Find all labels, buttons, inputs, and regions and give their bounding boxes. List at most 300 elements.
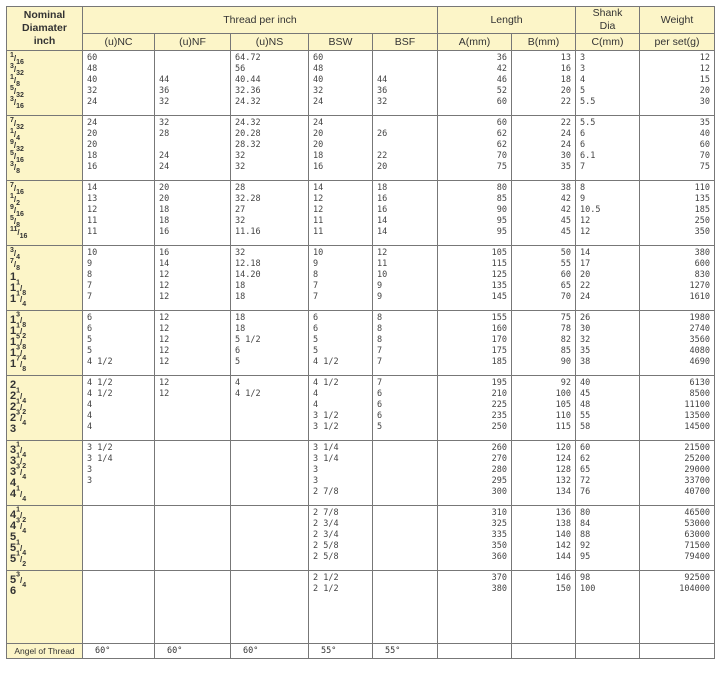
cell-uns: 27 [235,205,246,215]
cell-unf: 36 [159,86,170,96]
nominal-whole: 2 [10,379,17,391]
fraction-slash: / [20,414,23,423]
cell-weight: 25200 [684,454,710,464]
angle-uns: 60° [231,644,309,659]
cell-weight: 30 [699,97,710,107]
cell-shank-c-column [576,116,640,181]
nominal-diameter-value [10,571,79,590]
cell-unc: 12 [87,205,98,215]
cell-shank-c: 4 [580,75,586,85]
cell-uns: 32 [235,216,246,226]
nominal-diameter-value [10,248,79,259]
cell-unc: 11 [87,216,98,226]
cell-bsf [377,573,433,584]
cell-length-b: 78 [560,324,571,334]
cell-shank-c: 32 [580,335,591,345]
cell-bsf [377,508,433,519]
nominal-numerator: 5 [10,85,14,92]
header-length-b: B(mm) [512,34,576,51]
cell-length-a: 60 [496,118,507,128]
cell-length-b: 22 [560,97,571,107]
nominal-numerator: 3 [16,517,21,525]
cell-uns: 6 [235,346,241,356]
cell-length-a: 380 [491,584,507,594]
nominal-whole: 5 [10,531,17,543]
nominal-diameter-cell [7,441,83,506]
cell-shank-c: 20 [580,270,591,280]
cell-length-b: 128 [555,465,571,475]
cell-length-a: 135 [491,281,507,291]
header-bsw: BSW [309,34,373,51]
fraction-slash: / [20,392,23,401]
nominal-diameter-value [10,422,79,433]
cell-length-a-column [438,246,512,311]
nominal-diameter-value [10,517,79,536]
cell-bsw: 10 [313,248,324,258]
cell-unf: 18 [159,216,170,226]
cell-unc: 24 [87,118,98,128]
nominal-numerator: 1 [16,441,21,449]
cell-weight: 21500 [684,443,710,453]
cell-bsf [377,476,433,487]
cell-length-b: 85 [560,346,571,356]
cell-length-b-column [512,116,576,181]
cell-bsw: 3 1/4 [313,454,339,464]
nominal-diameter-value [10,485,79,504]
nominal-diameter-value [10,409,79,428]
cell-weight-column [640,506,715,571]
nominal-denominator: 16 [16,156,24,164]
nominal-denominator: 8 [16,264,21,272]
cell-weight: 1980 [689,313,710,323]
nominal-whole: 3 [10,444,17,456]
cell-bsf [377,584,433,595]
cell-length-a: 95 [496,227,507,237]
nominal-diameter-cell [7,246,83,311]
cell-unc: 14 [87,183,98,193]
cell-bsw: 24 [313,97,324,107]
nominal-whole: 2 [10,401,17,413]
cell-unf [159,443,226,454]
cell-weight: 35 [699,118,710,128]
cell-unc: 3 [87,465,93,475]
cell-bsw: 4 [313,400,319,410]
cell-shank-c: 72 [580,476,591,486]
cell-shank-c: 9 [580,194,586,204]
cell-bsw: 20 [313,140,324,150]
cell-weight: 830 [694,270,710,280]
nominal-numerator: 1 [16,506,21,514]
fraction-slash: / [20,511,23,520]
cell-uns: 5 1/2 [235,335,261,345]
cell-shank-c: 88 [580,530,591,540]
nominal-numerator: 3 [10,247,14,254]
cell-length-a: 250 [491,422,507,432]
nominal-denominator: 8 [16,221,21,229]
cell-length-a: 70 [496,151,507,161]
nominal-whole: 4 [10,509,17,521]
cell-bsf [377,140,433,151]
nominal-numerator: 1 [16,279,21,287]
cell-bsw: 20 [313,129,324,139]
fraction-slash: / [13,249,17,258]
cell-bsw: 3 [313,476,319,486]
nominal-denominator: 16 [16,188,24,196]
nominal-diameter-cell [7,311,83,376]
cell-length-a: 90 [496,205,507,215]
nominal-numerator: 9 [10,204,14,211]
header-length: Length [438,7,576,34]
header-weight-unit: per set(g) [640,34,715,51]
cell-shank-c: 12 [580,216,591,226]
cell-unf-column [155,506,231,571]
cell-length-a: 360 [491,552,507,562]
cell-uns [235,573,304,584]
cell-weight-column [640,441,715,506]
cell-unc: 7 [87,281,93,291]
header-uns: (u)NS [231,34,309,51]
cell-bsf: 5 [377,422,383,432]
thread-angle-label: Angel of Thread [7,644,83,659]
cell-length-b: 90 [560,357,571,367]
nominal-numerator: 3 [16,409,21,417]
fraction-slash: / [13,54,17,63]
cell-uns-column [231,311,309,376]
fraction-slash: / [20,522,23,531]
cell-unc: 4 [87,422,93,432]
nominal-whole: 3 [10,466,17,478]
cell-length-b-column [512,441,576,506]
cell-unc: 7 [87,292,93,302]
cell-unc: 20 [87,140,98,150]
nominal-numerator: 7 [10,117,14,124]
cell-shank-c-column [576,311,640,376]
cell-unc: 8 [87,270,93,280]
cell-length-a: 105 [491,248,507,258]
cell-length-b: 115 [555,422,571,432]
cell-length-a: 280 [491,465,507,475]
nominal-diameter-value [10,118,79,129]
cell-length-a: 225 [491,400,507,410]
cell-bsf: 6 [377,389,383,399]
cell-bsw: 7 [313,292,319,302]
cell-bsf: 32 [377,97,388,107]
nominal-diameter-value [10,378,79,389]
cell-unc-column [83,571,155,644]
nominal-diameter-value [10,387,79,406]
nominal-numerator: 5 [10,150,14,157]
cell-weight: 12 [699,53,710,63]
cell-bsw: 12 [313,205,324,215]
fraction-slash: / [20,468,23,477]
nominal-numerator: 3 [10,96,14,103]
cell-weight: 63000 [684,530,710,540]
cell-uns: 32 [235,162,246,172]
cell-length-b: 16 [560,64,571,74]
cell-length-a: 260 [491,443,507,453]
cell-length-a: 370 [491,573,507,583]
cell-unf: 44 [159,75,170,85]
cell-unc: 5 [87,346,93,356]
cell-length-b: 120 [555,443,571,453]
cell-bsf-column [373,506,438,571]
nominal-whole: 2 [10,390,17,402]
cell-unf: 20 [159,194,170,204]
nominal-numerator: 3 [16,463,21,471]
cell-uns-column [231,376,309,441]
cell-length-a: 62 [496,129,507,139]
cell-unc: 11 [87,227,98,237]
nominal-denominator: 16 [16,58,24,66]
cell-shank-c: 12 [580,227,591,237]
cell-length-a: 210 [491,389,507,399]
cell-weight: 380 [694,248,710,258]
nominal-diameter-value [10,140,79,151]
cell-bsf: 44 [377,75,388,85]
cell-length-b-column [512,51,576,116]
angle-unf: 60° [155,644,231,659]
cell-length-a: 46 [496,75,507,85]
cell-unf: 32 [159,97,170,107]
size-group-row [7,441,715,506]
cell-length-a: 36 [496,53,507,63]
cell-unc [87,541,150,552]
cell-weight: 1610 [689,292,710,302]
cell-uns [235,552,304,563]
cell-unc: 10 [87,248,98,258]
cell-bsf: 12 [377,248,388,258]
cell-length-a: 155 [491,313,507,323]
cell-uns: 18 [235,324,246,334]
cell-uns-column [231,441,309,506]
cell-bsw-column [309,376,373,441]
fraction-slash: / [13,65,17,74]
size-group-row [7,571,715,644]
cell-bsf: 16 [377,194,388,204]
cell-weight: 29000 [684,465,710,475]
cell-shank-c: 6 [580,129,586,139]
nominal-whole: 5 [10,574,17,586]
cell-unf-column [155,51,231,116]
cell-shank-c: 40 [580,378,591,388]
cell-bsf [377,454,433,465]
cell-bsf: 7 [377,378,383,388]
nominal-numerator: 1 [10,193,14,200]
cell-uns-column [231,246,309,311]
cell-shank-c: 26 [580,313,591,323]
cell-length-b-column [512,376,576,441]
cell-length-a: 310 [491,508,507,518]
cell-bsf: 10 [377,270,388,280]
cell-weight: 92500 [684,573,710,583]
nominal-denominator: 4 [22,582,27,590]
cell-unc-column [83,246,155,311]
cell-bsw: 2 3/4 [313,519,339,529]
nominal-diameter-value [10,227,79,238]
cell-bsw: 3 1/2 [313,411,339,421]
cell-shank-c: 5 [580,86,586,96]
nominal-numerator: 9 [10,139,14,146]
nominal-numerator: 1 [16,290,21,298]
cell-length-a: 335 [491,530,507,540]
cell-bsw: 2 7/8 [313,508,339,518]
nominal-denominator: 2 [22,463,27,471]
size-group-row [7,181,715,246]
nominal-diameter-cell [7,51,83,116]
cell-bsw: 8 [313,270,319,280]
cell-weight: 8500 [689,389,710,399]
nominal-denominator: 8 [16,167,21,175]
cell-weight: 1270 [689,281,710,291]
cell-unf: 12 [159,281,170,291]
cell-shank-c: 5.5 [580,118,596,128]
cell-bsf: 6 [377,400,383,410]
cell-unf: 12 [159,378,170,388]
nominal-diameter-value [10,311,79,330]
cell-unc: 16 [87,162,98,172]
cell-length-b: 100 [555,389,571,399]
cell-shank-c: 7 [580,162,586,172]
cell-length-b-column [512,506,576,571]
cell-length-b: 45 [560,227,571,237]
cell-unf [159,53,226,64]
nominal-diameter-value [10,506,79,525]
nominal-denominator: 4 [22,452,27,460]
empty-cell [512,644,576,659]
cell-unf-column [155,441,231,506]
cell-shank-c: 58 [580,422,591,432]
cell-unf [159,541,226,552]
nominal-diameter-value [10,441,79,460]
cell-length-b: 65 [560,281,571,291]
fraction-slash: / [20,338,23,347]
cell-bsf-column [373,116,438,181]
cell-weight: 2740 [689,324,710,334]
cell-length-b: 13 [560,53,571,63]
cell-bsf: 8 [377,324,383,334]
cell-uns-column [231,506,309,571]
cell-unc: 4 1/2 [87,378,113,388]
cell-bsw: 9 [313,259,319,269]
cell-weight: 104000 [679,584,710,594]
cell-shank-c: 30 [580,324,591,334]
cell-bsw: 16 [313,162,324,172]
cell-uns: 24.32 [235,97,261,107]
nominal-denominator: 32 [16,91,24,99]
cell-uns-column [231,51,309,116]
cell-length-a-column [438,506,512,571]
nominal-denominator: 32 [16,123,24,131]
cell-shank-c: 55 [580,411,591,421]
nominal-denominator: 4 [22,474,27,482]
thread-spec-sheet [6,6,714,659]
cell-shank-c: 76 [580,487,591,497]
nominal-diameter-value [10,97,79,108]
header-shank: Shank Dia [576,7,640,34]
cell-bsf: 9 [377,292,383,302]
cell-bsf: 7 [377,346,383,356]
cell-bsf [377,552,433,563]
nominal-whole: 3 [10,423,17,435]
cell-unf [159,422,226,433]
nominal-diameter-value [10,584,79,595]
cell-length-a: 125 [491,270,507,280]
cell-bsw: 11 [313,216,324,226]
fraction-slash: / [13,163,17,172]
cell-uns: 18 [235,292,246,302]
nominal-diameter-cell [7,571,83,644]
nominal-numerator: 1 [16,485,21,493]
cell-unc [87,552,150,563]
cell-shank-c: 100 [580,584,596,594]
nominal-whole: 4 [10,477,17,489]
cell-uns: 4 [235,378,241,388]
cell-weight: 185 [694,205,710,215]
cell-shank-c-column [576,246,640,311]
cell-length-a: 175 [491,346,507,356]
cell-weight: 135 [694,194,710,204]
cell-weight-column [640,116,715,181]
nominal-numerator: 7 [16,355,21,363]
cell-uns: 64.72 [235,53,261,63]
nominal-denominator: 8 [22,322,27,330]
cell-length-a: 325 [491,519,507,529]
nominal-numerator: 1 [16,322,21,330]
cell-shank-c: 5.5 [580,97,596,107]
cell-shank-c: 60 [580,443,591,453]
cell-weight: 4080 [689,346,710,356]
cell-weight: 20 [699,86,710,96]
cell-length-a: 75 [496,162,507,172]
cell-bsf: 18 [377,183,388,193]
cell-length-a: 42 [496,64,507,74]
cell-length-a-column [438,181,512,246]
cell-unf [159,519,226,530]
cell-weight: 33700 [684,476,710,486]
nominal-numerator: 7 [10,258,14,265]
cell-shank-c: 45 [580,389,591,399]
cell-length-b: 138 [555,519,571,529]
cell-length-b: 105 [555,400,571,410]
cell-unf: 24 [159,151,170,161]
cell-length-b: 150 [555,584,571,594]
header-unf: (u)NF [155,34,231,51]
nominal-diameter-value [10,290,79,309]
nominal-diameter-value [10,259,79,270]
cell-bsf-column [373,51,438,116]
nominal-denominator: 4 [22,420,27,428]
cell-bsf: 26 [377,129,388,139]
cell-uns [235,422,304,433]
cell-bsw-column [309,506,373,571]
cell-length-a: 235 [491,411,507,421]
cell-length-a: 350 [491,541,507,551]
header-unc: (u)NC [83,34,155,51]
cell-unc-column [83,181,155,246]
angle-unc: 60° [83,644,155,659]
cell-unf: 12 [159,346,170,356]
cell-length-a: 185 [491,357,507,367]
cell-bsf [377,465,433,476]
fraction-slash: / [20,457,23,466]
fraction-slash: / [13,119,17,128]
cell-unf: 12 [159,357,170,367]
cell-length-b: 110 [555,411,571,421]
cell-length-b: 18 [560,75,571,85]
cell-length-b: 142 [555,541,571,551]
cell-bsf [377,487,433,498]
cell-bsw: 18 [313,151,324,161]
